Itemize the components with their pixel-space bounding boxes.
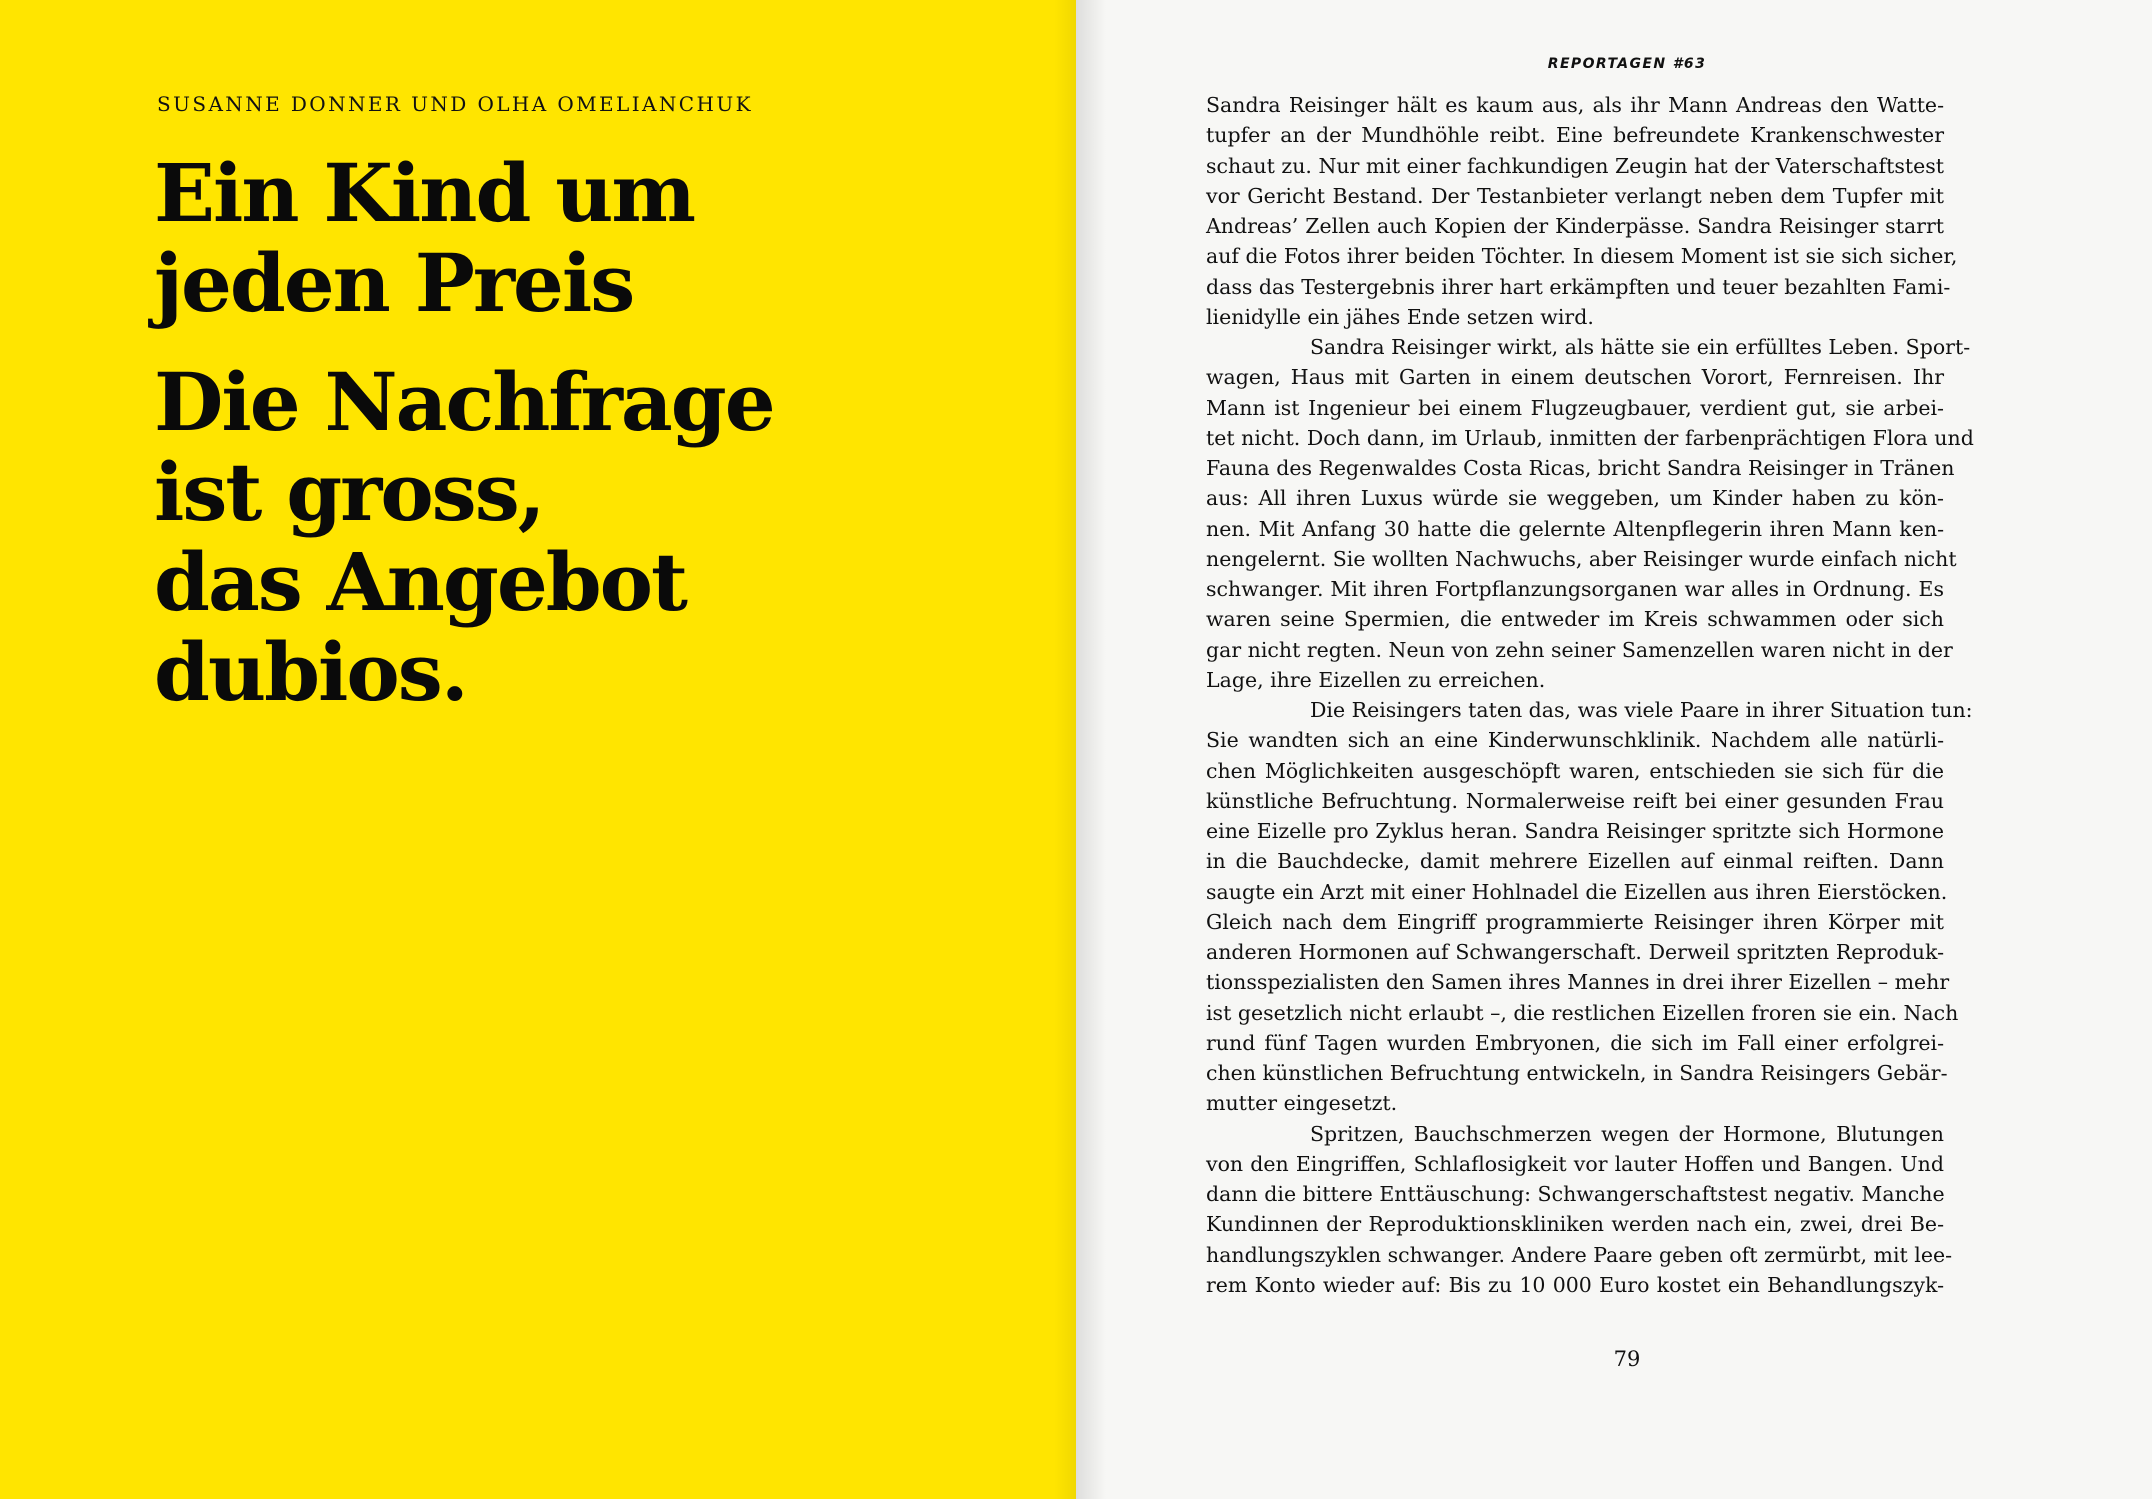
body-line: schaut zu. Nur mit einer fachkundigen Zeugin hat der Vaterschaftstest: [1206, 153, 1944, 178]
body-line: Kundinnen der Reproduktionskliniken werden nach ein, zwei, drei Be-: [1206, 1212, 1944, 1237]
body-line: tupfer an der Mundhöhle reibt. Eine befreundete Krankenschwester: [1206, 123, 1944, 148]
body-line: künstliche Befruchtung. Normalerweise reift bei einer gesunden Frau: [1206, 788, 1944, 813]
body-line: schwanger. Mit ihren Fortpflanzungsorganen war alles in Ordnung. Es: [1206, 577, 1944, 601]
title-line: jeden Preis: [154, 236, 634, 330]
body-line: Spritzen, Bauchschmerzen wegen der Hormone, Blutungen: [1310, 1121, 1944, 1146]
article-subtitle: [154, 357, 1034, 717]
body-line: nen. Mit Anfang 30 hatte die gelernte Altenpflegerin ihren Mann ken-: [1206, 516, 1944, 541]
body-line: chen künstlichen Befruchtung entwickeln, in Sandra Reisingers Gebär-: [1206, 1061, 1948, 1085]
body-line: Andreas’ Zellen auch Kopien der Kinderpässe. Sandra Reisinger starrt: [1206, 214, 1944, 238]
subtitle-line: das Angebot: [154, 535, 686, 629]
body-line: vor Gericht Bestand. Der Testanbieter verlangt neben dem Tupfer mit: [1206, 183, 1944, 208]
body-line: rund fünf Tagen wurden Embryonen, die sich im Fall einer erfolgrei-: [1206, 1030, 1944, 1055]
body-line: anderen Hormonen auf Schwangerschaft. Derweil spritzten Reproduk-: [1206, 940, 1944, 964]
subtitle-line: dubios.: [154, 625, 467, 719]
body-line: tionsspezialisten den Samen ihres Mannes in drei ihrer Eizellen – mehr: [1206, 970, 1950, 995]
body-line: von den Eingriffen, Schlaflosigkeit vor lauter Hoffen und Bangen. Und: [1206, 1151, 1944, 1176]
body-paragraph: [1206, 1119, 1953, 1301]
page-number: 79: [1613, 1347, 1641, 1371]
body-line: in die Bauchdecke, damit mehrere Eizellen auf einmal reiften. Dann: [1206, 849, 1944, 874]
right-page: [1076, 0, 2152, 1499]
body-paragraph: [1206, 90, 1958, 332]
subtitle-line: Die Nachfrage: [154, 355, 774, 449]
body-paragraph: [1206, 332, 1974, 695]
body-line: dann die bittere Enttäuschung: Schwangerschaftstest negativ. Manche: [1206, 1182, 1945, 1206]
body-line: wagen, Haus mit Garten in einem deutschen Vorort, Fernreisen. Ihr: [1206, 365, 1944, 390]
body-line: saugte ein Arzt mit einer Hohlnadel die Eizellen aus ihren Eierstöcken.: [1206, 879, 1948, 904]
body-line: handlungszyklen schwanger. Andere Paare geben oft zermürbt, mit lee-: [1206, 1242, 1953, 1267]
subtitle-line: ist gross,: [154, 445, 544, 539]
running-head: REPORTAGEN #63: [1547, 56, 1707, 72]
body-line: mutter eingesetzt.: [1206, 1091, 1398, 1116]
body-line: Fauna des Regenwaldes Costa Ricas, bricht Sandra Reisinger in Tränen: [1206, 456, 1955, 480]
article-title: [154, 148, 1034, 328]
body-line: waren seine Spermien, die entweder im Kreis schwammen oder sich: [1206, 607, 1944, 632]
body-line: auf die Fotos ihrer beiden Töchter. In diesem Moment ist sie sich sicher,: [1206, 244, 1958, 269]
body-line: dass das Testergebnis ihrer hart erkämpften und teuer bezahlten Fami-: [1206, 274, 1951, 299]
body-line: Die Reisingers taten das, was viele Paare in ihrer Situation tun:: [1310, 698, 1973, 722]
author-byline: SUSANNE DONNER UND OLHA OMELIANCHUK: [157, 92, 753, 116]
body-line: Sie wandten sich an eine Kinderwunschklinik. Nachdem alle natürli-: [1206, 728, 1944, 753]
body-line: rem Konto wieder auf: Bis zu 10 000 Euro kostet ein Behandlungszyk-: [1206, 1272, 1944, 1297]
body-line: Sandra Reisinger wirkt, als hätte sie ein erfülltes Leben. Sport-: [1310, 335, 1971, 359]
body-line: Gleich nach dem Eingriff programmierte Reisinger ihren Körper mit: [1206, 909, 1944, 934]
body-line: Mann ist Ingenieur bei einem Flugzeugbauer, verdient gut, sie arbei-: [1206, 395, 1944, 420]
body-line: eine Eizelle pro Zyklus heran. Sandra Reisinger spritzte sich Hormone: [1206, 819, 1944, 843]
body-line: Sandra Reisinger hält es kaum aus, als ihr Mann Andreas den Watte-: [1206, 93, 1944, 117]
body-line: gar nicht regten. Neun von zehn seiner Samenzellen waren nicht in der: [1206, 637, 1953, 662]
article-body: [1206, 90, 1974, 1300]
body-line: nengelernt. Sie wollten Nachwuchs, aber Reisinger wurde einfach nicht: [1206, 546, 1957, 571]
body-line: Lage, ihre Eizellen zu erreichen.: [1206, 667, 1546, 692]
body-line: aus: All ihren Luxus würde sie weggeben, um Kinder haben zu kön-: [1206, 486, 1944, 511]
body-line: tet nicht. Doch dann, im Urlaub, inmitten der farbenprächtigen Flora und: [1206, 425, 1974, 450]
body-line: ist gesetzlich nicht erlaubt –, die restlichen Eizellen froren sie ein. Nach: [1206, 1000, 1959, 1025]
body-paragraph: [1206, 695, 1973, 1119]
title-line: Ein Kind um: [154, 146, 695, 240]
body-line: chen Möglichkeiten ausgeschöpft waren, entschieden sie sich für die: [1206, 758, 1944, 783]
body-line: lienidylle ein jähes Ende setzen wird.: [1206, 304, 1594, 329]
